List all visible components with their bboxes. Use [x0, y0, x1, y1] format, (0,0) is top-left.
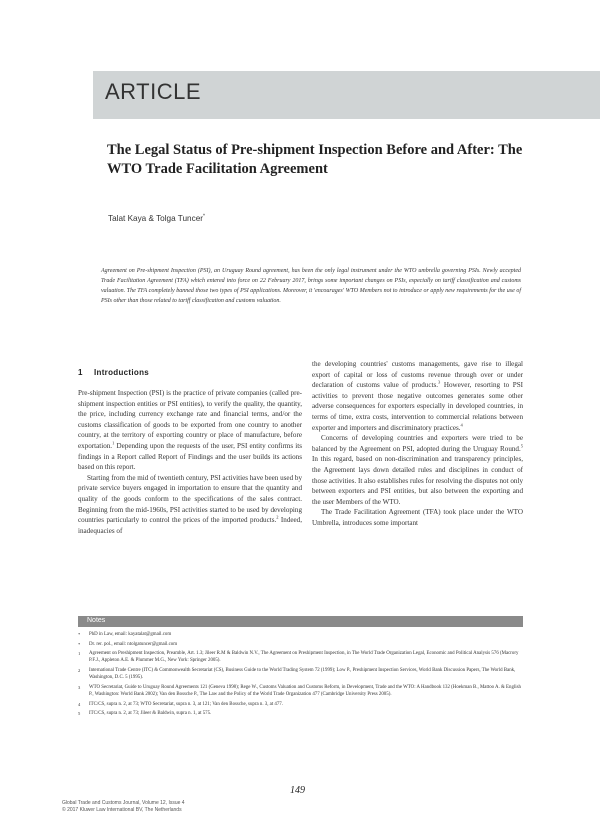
page-number: 149: [290, 785, 305, 796]
author-names: Talat Kaya & Tolga Tuncer: [108, 214, 203, 223]
copyright: © 2017 Kluwer Law International BV, The Netherlands: [62, 807, 182, 813]
footnote-marker: 5: [78, 711, 81, 717]
footnote: [78, 684, 523, 699]
body-column-right: [312, 359, 523, 529]
footnote: [78, 667, 523, 682]
notes-list: [78, 631, 523, 720]
paragraph: [78, 388, 302, 473]
footnote-text: Dr. rer. pol., email: ntolgatuncer@gmail.com: [89, 641, 178, 647]
notes-bar: [78, 616, 523, 627]
article-title: The Legal Status of Pre-shipment Inspection Before and After: The WTO Trade Facilitation Agreement: [107, 142, 523, 177]
article-banner: [93, 71, 600, 119]
footnote: [78, 701, 523, 708]
paragraph-text: Indeed, inadequacies of: [78, 516, 302, 535]
footnote: [78, 650, 523, 665]
footnote-ref[interactable]: 1: [112, 440, 115, 446]
paragraph-text: Starting from the mid of twentieth century, PSI activities have been used by private service buyers engaged in importation to ensure that the quantity and quality of the goods conform to the specifications of the sales contract. Beginning from the mid-1960s, PSI activities started to be used by developing countries particularly to control the prices of the imported products.: [78, 473, 302, 525]
notes-label: Notes: [87, 617, 106, 624]
paragraph: [78, 473, 302, 537]
footnote-marker: *: [78, 632, 81, 637]
body-column-left: [78, 388, 302, 536]
footnote-ref[interactable]: 5: [520, 443, 523, 449]
footnote-text: International Trade Centre (ITC) & Commonwealth Secretariat (CS), Business Guide to the World Trading System 72 (1999); Low P., Preshipment Inspection Services, World Bank Discussion Papers, The World Bank, Washington, D.C. 5 (1995).: [89, 667, 516, 681]
footnote-marker: *: [78, 641, 81, 647]
section-heading: [78, 368, 149, 377]
journal-citation: Global Trade and Customs Journal, Volume 12, Issue 4: [62, 800, 185, 806]
footnote-text: Agreement on Preshipment Inspection, Preamble, Art. 1.3; Jileer R.M & Baldwin N.V., The Agreement on Preshipment Inspection, in The World Trade Organization Legal, Economic and Political Analysis 576 (Macrory P.F.J., Appleton A.E. & Plummer M.G., New York: Springer 2005).: [89, 651, 519, 664]
author-footnote-mark: *: [202, 213, 205, 220]
footnote-marker: 4: [78, 701, 81, 707]
section-number: 1: [78, 368, 83, 377]
paragraph-text: the developing countries' customs managements, gave rise to illegal export of capital or loss of customs revenue through over or under declaration of customs value of products.: [312, 360, 523, 390]
footnote-marker: 1: [78, 651, 81, 656]
paragraph-text: Concerns of developing countries and exporters were tried to be balanced by the Agreement on PSI, adopted during the Uruguay Round.: [312, 434, 523, 453]
footnote: [78, 641, 523, 648]
footnote: [78, 710, 523, 717]
journal-footer: [62, 800, 185, 814]
authors: [108, 214, 205, 223]
paragraph-text: Depending upon the requests of the user, PSI entity confirms its findings in a Report called Report of Findings and the user builds its actions based on this report.: [78, 441, 302, 472]
paragraph: The Trade Facilitation Agreement (TFA) took place under the WTO Umbrella, introduces some important: [312, 508, 523, 527]
footnote-text: ITC/CS, supra n. 2, at 73; Jileer & Baldwin, supra n. 1, at 575.: [89, 711, 212, 717]
paragraph: [312, 433, 523, 507]
footnote-marker: 2: [78, 667, 81, 673]
footnote-text: WTO Secretariat, Guide to Uruguay Round Agreements 121 (Geneva 1998); Rege W., Customs Valuation and Customs Reform, in Development, Trade and the WTO: A Handbook 132 (Hoekman B., Mattoo A. & English P., Washington: World Bank 2002); Van den Bossche P., The Law and the Policy of the World Trade Organization 477 (Cambridge University Press 2005).: [89, 684, 521, 698]
paragraph-text: In this regard, based on non-discrimination and transparency principles, the Agreement lays down detailed rules and disciplines in conduct of those activities. It also establishes rules for resolving the disputes not only between exporters and PSI entities, but also between the exporting and the user Members of the WTO.: [312, 455, 523, 506]
paragraph-text: However, resorting to PSI activities to prevent those negative outcomes generates some other adverse consequences for exporters especially in developed countries, in terms of time, extra costs, intervention to commercial relations between exporter and importers and discriminatory practices.: [312, 381, 523, 432]
footnote-text: PhD in Law, email: kayatalat@gmail.com: [89, 632, 172, 637]
footnote: [78, 631, 523, 638]
section-title: Introductions: [94, 368, 150, 377]
article-type-label: ARTICLE: [105, 79, 202, 104]
footnote-ref[interactable]: 3: [438, 379, 441, 385]
paragraph-text: Pre-shipment Inspection (PSI) is the practice of private companies (called pre-shipment inspection entities or PSI entities), to verify the quality, the quantity, the price, including currency exchange rate and financial terms, and/or the customs classification of goods to be exported from one country to another country, at the territory of exporting country or place of manufacture, before exportation.: [78, 389, 302, 450]
footnote-ref[interactable]: 2: [276, 514, 279, 520]
paragraph: [312, 359, 523, 433]
footnote-ref[interactable]: 4: [460, 422, 463, 428]
abstract: Agreement on Pre-shipment Inspection (PSI), an Uruguay Round agreement, has been the only legal instrument under the WTO umbrella governing PSIs. Newly accepted Trade Facilitation Agreement (TFA) which entered into force on 22 February 2017, brings some important changes on PSIs, especially on tariff classification and customs valuation. The TFA completely banned those two types of PSI applications. Moreover, it 'encourages' WTO Members not to introduce or apply new requirements for the use of PSIs other than those related to tariff classification and customs valuation.: [101, 268, 521, 304]
footnote-marker: 3: [78, 684, 81, 690]
footnote-text: ITC/CS, supra n. 2, at 73; WTO Secretariat, supra n. 3, at 121; Van den Bossche, supra n. 3, at 477.: [89, 701, 283, 707]
